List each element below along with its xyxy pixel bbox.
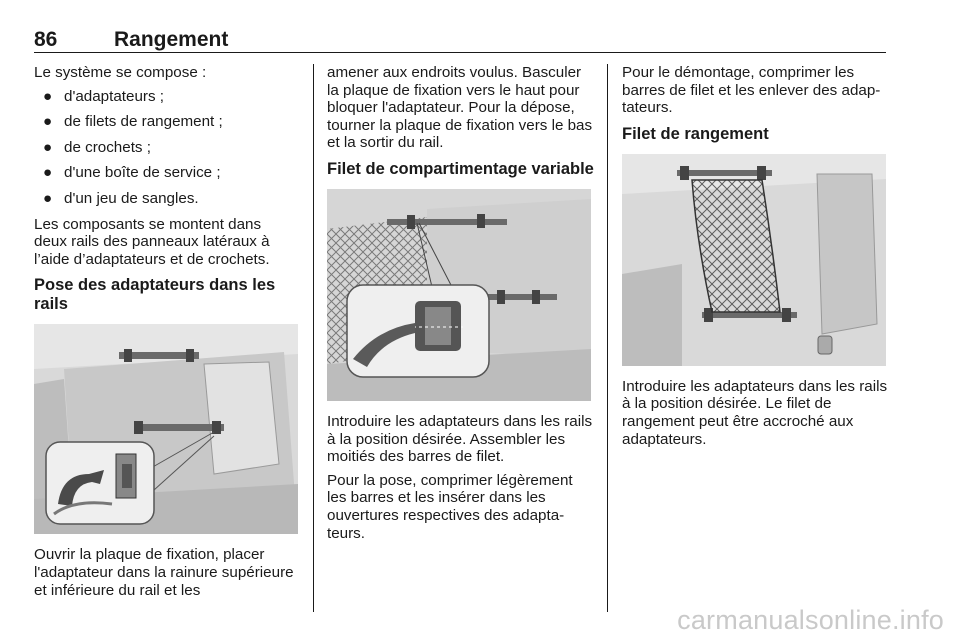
page-header	[34, 24, 886, 53]
bullet-icon: ●	[43, 87, 53, 105]
components-text: Les composants se montent dans deux rails des panneaux latéraux à l’aide d’adaptateurs et de crochets.	[34, 215, 270, 268]
partition-net-pose-text: Pour la pose, comprimer légèrement les barres et les insérer dans les ouvertures respectives des adaptateurs.	[327, 471, 573, 542]
page-number: 86	[34, 28, 58, 51]
list-item: ● de crochets ;	[43, 138, 151, 156]
intro-text: Le système se compose :	[34, 64, 207, 81]
adapter-install-text: Ouvrir la plaque de fixation, placer l'adaptateur dans la rainure supérieure et inférieure du rail et les	[34, 546, 294, 599]
list-item: ● d'un jeu de sangles.	[43, 189, 199, 207]
list-item: ● de filets de rangement ;	[43, 113, 223, 131]
column-divider-right	[607, 64, 608, 612]
column-1	[34, 64, 298, 605]
column-2	[327, 64, 595, 548]
column-3	[622, 64, 890, 454]
storage-net-install-text: Introduire les adaptateurs dans les rails à la position désirée. Le filet de rangement peut être accroché aux adaptateurs.	[622, 377, 888, 448]
removal-text: Pour le démontage, comprimer les barres de filet et les enlever des adaptateurs.	[622, 64, 881, 117]
figure-adapter-rail	[34, 324, 298, 534]
bullet-icon: ●	[43, 164, 53, 182]
section-heading-adapters: Pose des adaptateurs dans les rails	[34, 276, 276, 314]
page-title: Rangement	[114, 28, 229, 51]
list-item: ● d'une boîte de service ;	[43, 164, 221, 182]
component-list	[34, 88, 298, 208]
section-heading-partition-net: Filet de compartimentage variable	[327, 159, 594, 178]
column-divider-left	[313, 64, 314, 612]
adapter-continued-text: amener aux endroits voulus. Basculer la plaque de fixation vers le haut pour bloquer l'adaptateur. Pour la dépose, tourner la plaque de fixation vers le bas et la sortir du rail.	[327, 64, 593, 152]
figure-partition-net	[327, 189, 591, 401]
section-heading-storage-net: Filet de rangement	[622, 124, 769, 143]
bullet-icon: ●	[43, 113, 53, 131]
figure-storage-net	[622, 154, 886, 366]
list-item: ● d'adaptateurs ;	[43, 87, 165, 105]
bullet-icon: ●	[43, 138, 53, 156]
partition-net-install-text: Introduire les adaptateurs dans les rails à la position désirée. Assembler les moitiés des barres de filet.	[327, 412, 593, 466]
bullet-icon: ●	[43, 189, 53, 207]
watermark: carmanualsonline.info	[677, 605, 944, 635]
